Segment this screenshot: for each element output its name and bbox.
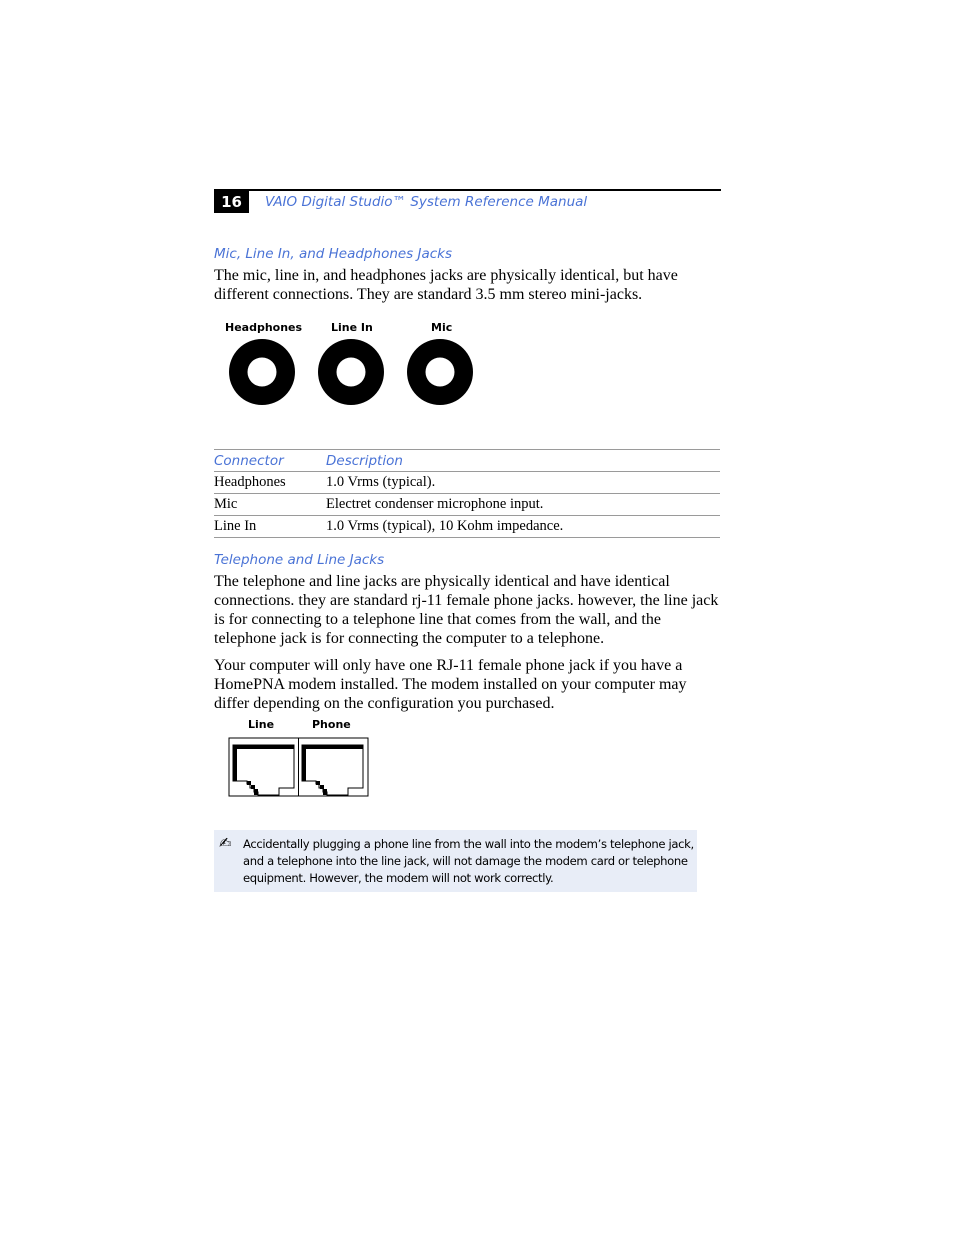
table-row — [214, 472, 720, 494]
audio-jacks-paragraph: The mic, line in, and headphones jacks are physically identical, but have different connections. They are standard 3.5 mm stereo mini-jacks. — [214, 267, 678, 303]
table-cell-description: 1.0 Vrms (typical), 10 Kohm impedance. — [326, 516, 720, 538]
table-cell-connector: Headphones — [214, 472, 326, 494]
headphones-jack-icon — [229, 339, 295, 405]
jack-label-line-in: Line In — [331, 321, 373, 334]
jack-label-mic: Mic — [431, 321, 453, 334]
mic-jack-icon — [407, 339, 473, 405]
telephone-jacks-paragraph-1: The telephone and line jacks are physically identical and have identical connections. they are standard rj-11 female phone jacks. however, the line jack is for connecting to a telephone line that comes from the wall, and the telephone jack is for connecting the computer to a telephone. — [214, 573, 719, 647]
column-header-description: Description — [326, 450, 720, 472]
jack-label-line: Line — [248, 718, 275, 731]
column-header-connector: Connector — [214, 450, 326, 472]
pencil-note-icon: ✍ — [219, 834, 232, 852]
phone-jacks-figure — [228, 737, 370, 798]
section-heading-telephone-jacks: Telephone and Line Jacks — [214, 552, 385, 568]
telephone-jacks-paragraph-2: Your computer will only have one RJ-11 female phone jack if you have a HomePNA modem installed. The modem installed on your computer may differ depending on the configuration you purchased. — [214, 657, 687, 712]
section-heading-audio-jacks: Mic, Line In, and Headphones Jacks — [214, 246, 453, 262]
jack-label-phone: Phone — [312, 718, 351, 731]
page-number: 16 — [214, 191, 249, 213]
jack-label-headphones: Headphones — [225, 321, 303, 334]
table-row — [214, 516, 720, 538]
running-title: VAIO Digital Studio™ System Reference Manual — [265, 194, 588, 210]
line-in-jack-icon — [318, 339, 384, 405]
table-cell-description: 1.0 Vrms (typical). — [326, 472, 720, 494]
table-row — [214, 494, 720, 516]
connector-spec-table — [214, 449, 720, 538]
table-cell-connector: Line In — [214, 516, 326, 538]
note-text: Accidentally plugging a phone line from the wall into the modem’s telephone jack, and a telephone into the line jack, will not damage the modem card or telephone equipment. However, the modem will not work correctly. — [243, 837, 694, 885]
table-cell-description: Electret condenser microphone input. — [326, 494, 720, 516]
table-cell-connector: Mic — [214, 494, 326, 516]
table-header-row — [214, 450, 720, 472]
audio-jacks-figure — [222, 334, 482, 412]
header-rule — [214, 189, 721, 191]
